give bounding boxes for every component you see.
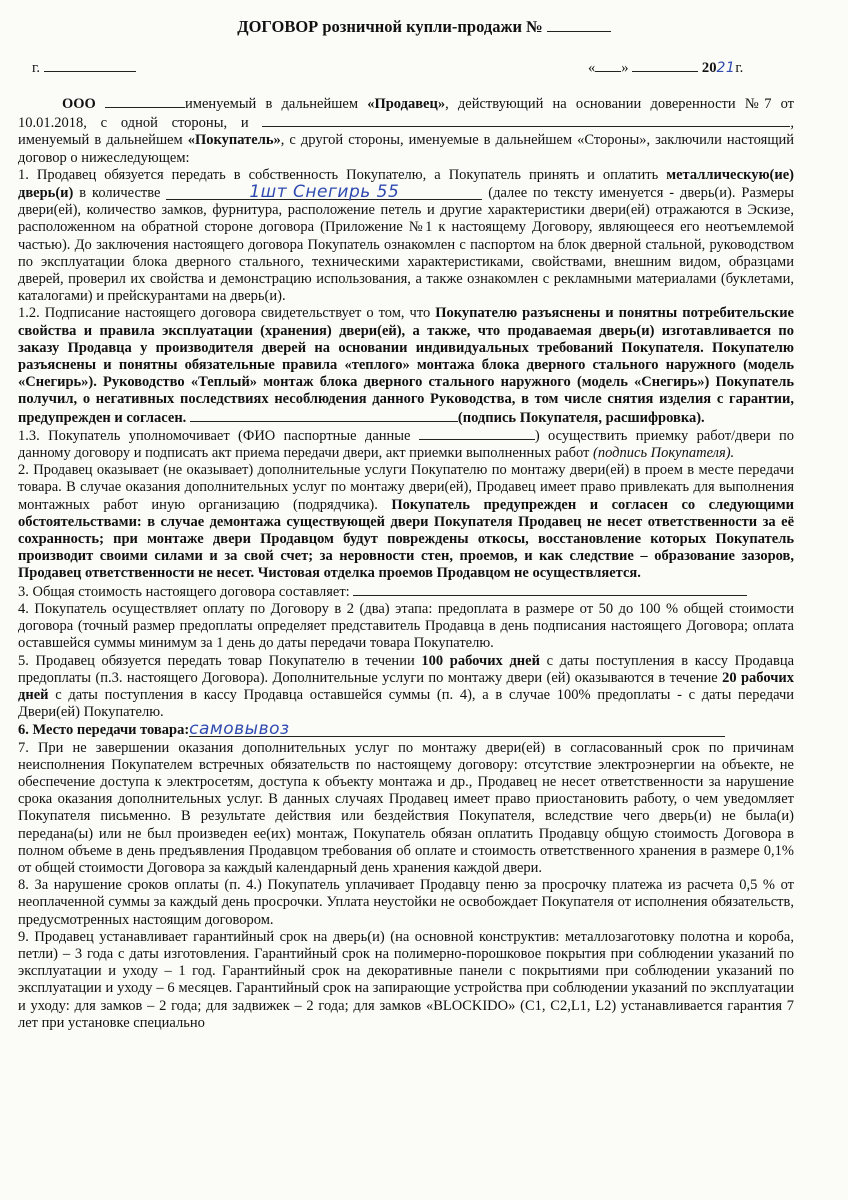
clause-3-text: 3. Общая стоимость настоящего договора составляет: xyxy=(18,583,350,600)
clause-5 xyxy=(18,653,794,722)
city-line xyxy=(32,58,136,77)
clause-6-label: 6. Место передачи товара: xyxy=(18,722,190,739)
authorized-person-blank[interactable] xyxy=(419,427,535,440)
clause-5-bold-2: 20 рабочих дней xyxy=(18,669,795,703)
clause-1 xyxy=(18,167,794,306)
clause-5-text-a: 5. Продавец обязуется передать товар Покупателю в течении xyxy=(18,652,415,669)
clause-1-2-bold: Покупателю разъяснены и понятны потребительские свойства и правила эксплуатации (хранения) двери(ей), а также, что продаваемая дверь(и) изготавливается по заказу Продавца у производителя дверей на основании индивидуальных требований Покупателя. Покупателю разъяснены и понятны обязательные правила «теплого» монтажа блока дверного стального наружного (модель «Снегирь»). Руководство «Теплый» монтаж блока дверного стального наружного (модель «Снегирь») Покупатель получил, о негативных последствиях несоблюдения данного Руководства, в том числе снятия изделия с гарантии, предупрежден и согласен. xyxy=(18,305,794,426)
clause-7-text: 7. При не завершении оказания дополнительных услуг по монтажу двери(ей) в согласованный срок по причинам неисполнения Покупателем встречных обязательств по настоящему договору: отсутствие электроэнергии на объекте, не обеспечение доступа к электросетям, доступа к объекту монтажа и др., Продавец не несет ответственности за нарушение срока оказания дополнительных услуг. В данных случаях Продавец имеет право приостановить работу, о чем уведомляет Покупателя письменно. В результате действия или бездействия Покупателя, вследствие чего дверь(и) не была(и) передана(ы) или не был произведен ее(их) монтаж, Покупатель обязан оплатить Продавцу общую стоимость Договора в полном объеме в день предъявления Продавцом требования об оплате и стоимость ответственного хранения в размере 0,1% от общей стоимости Договора за каждый календарный день хранения каждой двери. xyxy=(18,739,794,876)
clause-9 xyxy=(18,929,794,1032)
date-month-blank[interactable] xyxy=(632,58,698,72)
clause-8 xyxy=(18,877,794,929)
city-blank[interactable] xyxy=(44,58,136,72)
year-prefix: 20 xyxy=(701,60,717,76)
intro-text-3: именуемый в дальнейшем xyxy=(18,132,183,149)
clause-1-3-text-b: ) осуществить приемку работ/двери по данному договору и подписать акт приема передачи двери, акт приемки выполненных работ xyxy=(18,427,795,462)
intro-text-1: именуемый в дальнейшем xyxy=(185,96,359,112)
clause-1-2 xyxy=(18,305,794,426)
clause-9-text: 9. Продавец устанавливает гарантийный срок на дверь(и) (на основной конструктив: металлозаготовку полотна и короба, петли) – 3 года с даты изготовления. Гарантийный срок на полимерно-порошковое покрытия при соблюдении указаний по эксплуатации и уходу – 1 год. Гарантийный срок на декоративные панели с покрытиями при соблюдении указаний по эксплуатации и уходу – 6 месяцев. Гарантийный срок на запирающие устройства при соблюдении указаний по эксплуатации и уходу: для замков – 2 года; для задвижек – 2 года; для замков «BLOCKIDO» (С1, С2,L1, L2) устанавливается гарантия 7 лет при установке специально xyxy=(18,928,794,1031)
delivery-place-handwritten: самовывоз xyxy=(189,719,290,740)
quantity-field[interactable] xyxy=(166,182,482,203)
clause-1-text-c: (далее по тексту именуется - дверь(и). Размеры двери(ей), количество замков, фурнитура, расположение петель и другие характеристики двери(ей) отражаются в Эскизе, расположенном на обратной стороне договора (Приложение №1 к настоящему Договору, являющееся его неотъемлемой частью). До заключения настоящего договора Покупатель ознакомлен с паспортом на блок дверной стальной, руководством по эксплуатации блока дверного стального, техническими характеристиками, свойствами, внешним видом, образцами дверей, проверил их свойства и демонстрацию использования, а также ознакомлен с рекламными материалами (буклетами, каталогами) и прейскурантами на дверь(и). xyxy=(18,185,795,305)
date-close-quote: » xyxy=(621,60,629,76)
buyer-signature-blank[interactable] xyxy=(190,409,458,422)
intro-text-2: , действующий на основании доверенности №7 от 10.01.2018, с одной стороны, и xyxy=(18,96,795,132)
date-open-quote: « xyxy=(588,60,596,76)
clause-1-text-a: 1. Продавец обязуется передать в собственность Покупателю, а Покупатель принять и оплатить xyxy=(18,166,659,183)
clause-2 xyxy=(18,462,794,582)
city-prefix: г. xyxy=(32,60,40,76)
quantity-handwritten: 1шт Снегирь 55 xyxy=(249,182,400,203)
clause-5-text-c: с даты поступления в кассу Продавца оставшейся суммы (п. 4), а в случае 100% предоплаты - с даты передачи Двери(ей) Покупателю. xyxy=(18,686,795,721)
clause-1-bold: металлическую(ие) дверь(и) xyxy=(18,166,795,202)
delivery-place-field[interactable] xyxy=(189,719,725,740)
clause-2-bold: Покупатель предупрежден и согласен со следующими обстоятельствами: в случае демонтажа существующей двери Покупателя Продавец не несет ответственности за её сохранность; при монтаже двери Продавцом будут повреждены откосы, восстановление которых Покупатель производит своими силами и за свой счет; за неровности стен, проемов, и как следствие – образование зазоров, Продавец ответственности не несет. Чистовая отделка проемов Продавцом не осуществляется. xyxy=(18,496,794,582)
clause-8-text: 8. За нарушение сроков оплаты (п. 4.) Покупатель уплачивает Продавцу пеню за просрочку платежа из расчета 0,5 % от неоплаченной суммы за каждый день просрочки. Уплата неустойки не освобождает Покупателя от исполнения обязательств, предусмотренных настоящим договором. xyxy=(18,877,794,928)
document-title xyxy=(0,17,848,37)
clause-1-2-text: 1.2. Подписание настоящего договора свидетельствует о том, что xyxy=(18,305,431,322)
intro-text-4: , с другой стороны, именуемые в дальнейшем «Стороны», заключили настоящий договор о нижеследующем: xyxy=(18,132,795,166)
intro-ooo: ООО xyxy=(62,96,96,112)
clause-1-3-text-a: 1.3. Покупатель уполномочивает (ФИО паспортные данные xyxy=(18,427,411,444)
date-line xyxy=(588,58,743,77)
contract-number-blank[interactable] xyxy=(547,18,611,32)
contract-body xyxy=(18,94,794,1032)
clause-3 xyxy=(18,583,794,601)
year-suffix: г. xyxy=(735,60,744,76)
clause-2-text: 2. Продавец оказывает (не оказывает) дополнительные услуги Покупателю по монтажу двери(ей) в проем в месте передачи товара. В случае оказания дополнительных услуг по монтажу двери(ей), Продавец имеет право привлекать для выполнения монтажных работ иную организацию (подрядчика). xyxy=(18,462,794,513)
clause-1-3 xyxy=(18,427,794,462)
seller-name-blank[interactable] xyxy=(105,94,185,108)
clause-7 xyxy=(18,740,794,878)
clause-5-text-b: с даты поступления в кассу Продавца предоплаты (п.3. настоящего Договора). Дополнительные услуги по монтажу двери (ей) оказываются в течение xyxy=(18,652,795,686)
title-text: ДОГОВОР розничной купли-продажи № xyxy=(237,17,543,36)
intro-seller: «Продавец» xyxy=(367,96,446,112)
intro-paragraph: ООО именуемый в дальнейшем «Продавец», действующий на основании доверенности №7 от 10.01.2018, с одной стороны, и , именуемый в дальнейшем «Покупатель», с другой стороны, именуемые в дальнейшем «Стороны», заключили настоящий договор о нижеследующем: xyxy=(18,96,795,166)
clause-6 xyxy=(18,721,794,739)
clause-1-3-italic: (подпись Покупателя). xyxy=(593,445,735,462)
clause-4 xyxy=(18,601,794,653)
clause-4-text: 4. Покупатель осуществляет оплату по Договору в 2 (два) этапа: предоплата в размере от 50 до 100 % общей стоимости договора (точный размер предоплаты определяет представитель Продавца в день подписания настоящего Договора; оплата оставшейся суммы минимум за 1 день до даты передачи товара Покупателю. xyxy=(18,600,794,652)
year-handwritten: 21 xyxy=(716,60,736,76)
clause-1-text-b: в количестве xyxy=(79,185,161,202)
date-day-blank[interactable] xyxy=(595,58,621,72)
total-cost-blank[interactable] xyxy=(353,583,747,596)
clause-5-bold-1: 100 рабочих дней xyxy=(421,652,540,669)
clause-1-2-sig-label: (подпись Покупателя, расшифровка). xyxy=(457,409,705,426)
buyer-name-blank[interactable] xyxy=(262,113,790,127)
intro-buyer: «Покупатель» xyxy=(187,132,281,149)
